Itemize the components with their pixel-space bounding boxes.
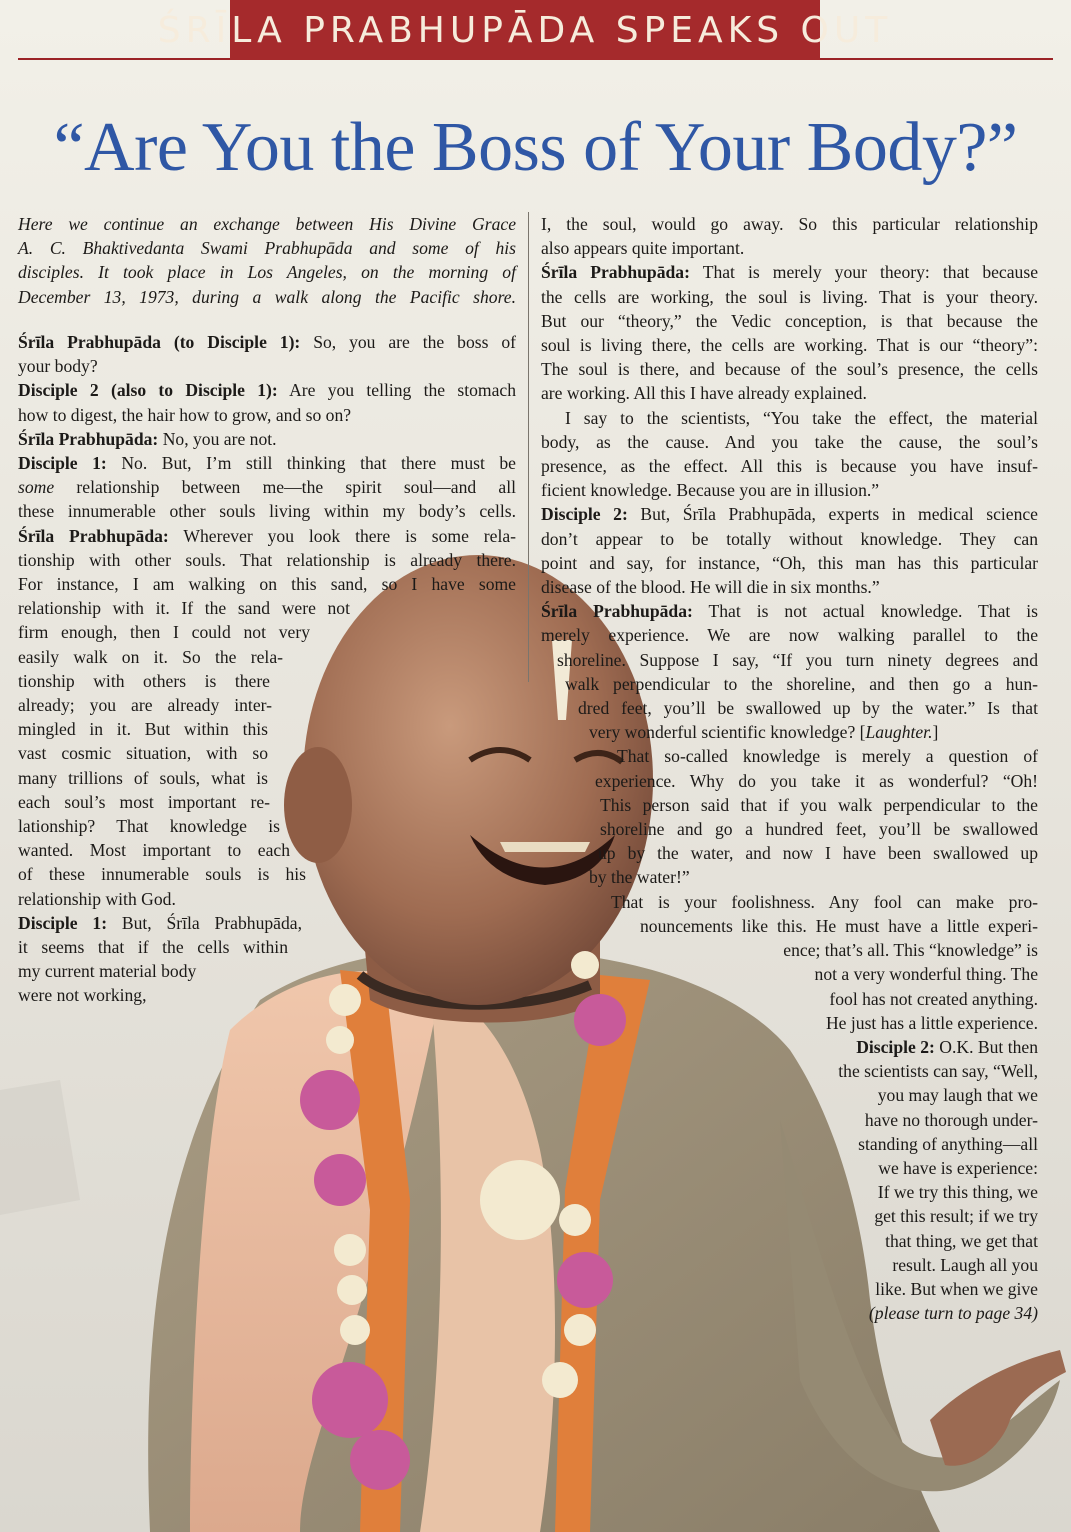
text-line: shoreline and go a hundred feet, you’ll be swallowed (600, 819, 1038, 840)
speaker: Disciple 2 (also to Disciple 1): (18, 380, 278, 401)
text-line: shoreline. Suppose I say, “If you turn ninety degrees and (557, 649, 1038, 670)
text-line: For instance, I am walking on this sand, so I have some (18, 574, 516, 595)
text-line: That is your foolishness. Any fool can make pro- (611, 891, 1038, 912)
text-line: The soul is there, and because of the soul’s presence, the cells (541, 359, 1038, 380)
text-line: by the water!” (589, 867, 690, 888)
continued-on-page[interactable]: (please turn to page 34) (868, 1303, 1038, 1324)
text-line: how to digest, the hair how to grow, and so on? (18, 404, 352, 425)
speaker: Disciple 1: (18, 453, 107, 474)
text-line: Disciple 1: But, Śrīla Prabhupāda, (18, 912, 302, 933)
text-line: these innumerable other souls living within my body’s cells. (18, 501, 516, 522)
text-line: body, as the cause. And you take the cause, the soul’s (541, 431, 1038, 452)
text-line: fool has not created anything. (829, 988, 1038, 1009)
text-line: the scientists can say, “Well, (838, 1061, 1038, 1082)
column-divider (528, 212, 529, 682)
text-line: your body? (18, 356, 98, 377)
text-line: don’t appear to be totally without knowledge. They can (541, 528, 1038, 549)
text-line: also appears quite important. (541, 238, 745, 259)
text-line: tionship with other souls. That relationship is already there. (18, 549, 516, 570)
text-line: very wonderful scientific knowledge? [Laughter.] (589, 722, 939, 743)
text-line: relationship with it. If the sand were not (18, 598, 350, 619)
text-line: Disciple 2: O.K. But then (856, 1036, 1038, 1057)
text-line: Śrīla Prabhupāda: Wherever you look there is some rela- (18, 525, 516, 546)
section-label: ŚRĪLA PRABHUPĀDA SPEAKS OUT (157, 9, 893, 51)
text-line: merely experience. We are now walking parallel to the (541, 625, 1038, 646)
text-line: result. Laugh all you (892, 1254, 1038, 1275)
text-line: already; you are already inter- (18, 695, 272, 716)
text-line: I, the soul, would go away. So this particular relationship (541, 214, 1038, 234)
text-line: presence, as the effect. All this is because you have insuf- (541, 456, 1038, 477)
text-line: If we try this thing, we (877, 1182, 1038, 1203)
text-line: Śrīla Prabhupāda (to Disciple 1): So, you are the boss of (18, 332, 516, 352)
text-line: you may laugh that we (877, 1085, 1038, 1106)
text-line: standing of anything—all (858, 1133, 1038, 1154)
text-line: not a very wonderful thing. The (814, 964, 1038, 985)
text-line: easily walk on it. So the rela- (18, 646, 283, 667)
text-line: This person said that if you walk perpendicular to the (600, 794, 1038, 815)
text-line: disease of the blood. He will die in six months.” (541, 577, 880, 598)
intro-line: Here we continue an exchange between His Divine Grace (18, 214, 516, 234)
text-line: were not working, (18, 985, 147, 1006)
text-line: Disciple 2: But, Śrīla Prabhupāda, experts in medical science (541, 504, 1038, 525)
speaker: Disciple 2: (541, 504, 628, 525)
text-line: up by the water, and now I have been swallowed up (598, 843, 1038, 864)
text-line: But our “theory,” the Vedic conception, is that because the (541, 310, 1038, 331)
text-line: soul is living there, the cells are working. That is our “theory”: (541, 335, 1038, 356)
section-header (157, 0, 893, 60)
text-line: That so-called knowledge is merely a question of (617, 746, 1038, 767)
text-line: point and say, for instance, “Oh, this man has this particular (541, 552, 1038, 573)
speaker: Śrīla Prabhupāda (to Disciple 1): (18, 332, 301, 352)
text-line: Śrīla Prabhupāda: That is not actual knowledge. That is (541, 601, 1038, 622)
text-line: some relationship between me—the spirit soul—and all (18, 477, 516, 498)
text-line: vast cosmic situation, with so (18, 743, 268, 764)
text-line: Disciple 2 (also to Disciple 1): Are you telling the stomach (18, 380, 516, 401)
intro-line: December 13, 1973, during a walk along the Pacific shore. (18, 286, 516, 307)
text-line: we have is experience: (878, 1157, 1038, 1178)
text-line: He just has a little experience. (825, 1012, 1038, 1033)
speaker: Śrīla Prabhupāda: (541, 262, 690, 283)
text-line: nouncements like this. He must have a little experi- (640, 915, 1038, 936)
intro-line: A. C. Bhaktivedanta Swami Prabhupāda and some of his (18, 238, 516, 259)
text-line: Śrīla Prabhupāda: No, you are not. (18, 428, 277, 449)
text-line: get this result; if we try (874, 1206, 1038, 1227)
intro-line: disciples. It took place in Los Angeles, on the morning of (18, 262, 516, 283)
text-line: firm enough, then I could not very (18, 622, 310, 643)
text-line: lationship? That knowledge is (18, 816, 280, 837)
text-line: each soul’s most important re- (18, 791, 270, 812)
text-line: are working. All this I have already explained. (541, 383, 867, 404)
text-line: Śrīla Prabhupāda: That is merely your theory: that because (541, 262, 1038, 283)
text-line: experience. Why do you take it as wonderful? “Oh! (595, 770, 1038, 791)
speaker: Disciple 1: (18, 912, 108, 933)
speaker: Disciple 2: (856, 1036, 935, 1057)
speaker: Śrīla Prabhupāda: (18, 428, 159, 449)
speaker: Śrīla Prabhupāda: (541, 601, 693, 622)
text-line: wanted. Most important to each (18, 840, 290, 861)
text-line: dred feet, you’ll be swallowed up by the water.” Is that (578, 698, 1038, 719)
right-column (541, 212, 1038, 1325)
text-line: the cells are working, the soul is living. That is your theory. (541, 286, 1038, 307)
text-line: ence; that’s all. This “knowledge” is (783, 940, 1038, 961)
text-line: Disciple 1: No. But, I’m still thinking that there must be (18, 453, 516, 474)
text-line: of these innumerable souls is his (18, 864, 306, 885)
text-line: ficient knowledge. Because you are in illusion.” (541, 480, 880, 501)
text-line: it seems that if the cells within (18, 937, 288, 958)
text-line: like. But when we give (875, 1278, 1038, 1299)
text-line: relationship with God. (18, 888, 176, 909)
text-line: walk perpendicular to the shoreline, and then go a hun- (565, 673, 1038, 694)
text-line: tionship with others is there (18, 670, 270, 691)
text-line: that thing, we get that (885, 1230, 1038, 1251)
text-line: I say to the scientists, “You take the effect, the material (565, 407, 1038, 428)
left-column (18, 330, 516, 1008)
intro-paragraph (18, 212, 516, 309)
speaker: Śrīla Prabhupāda: (18, 525, 169, 546)
text-line: many trillions of souls, what is (18, 767, 268, 788)
text-line: have no thorough under- (864, 1109, 1038, 1130)
text-line: my current material body (18, 961, 197, 982)
text-line: mingled in it. But within this (18, 719, 268, 740)
article-title: “Are You the Boss of Your Body?” (53, 109, 1018, 186)
